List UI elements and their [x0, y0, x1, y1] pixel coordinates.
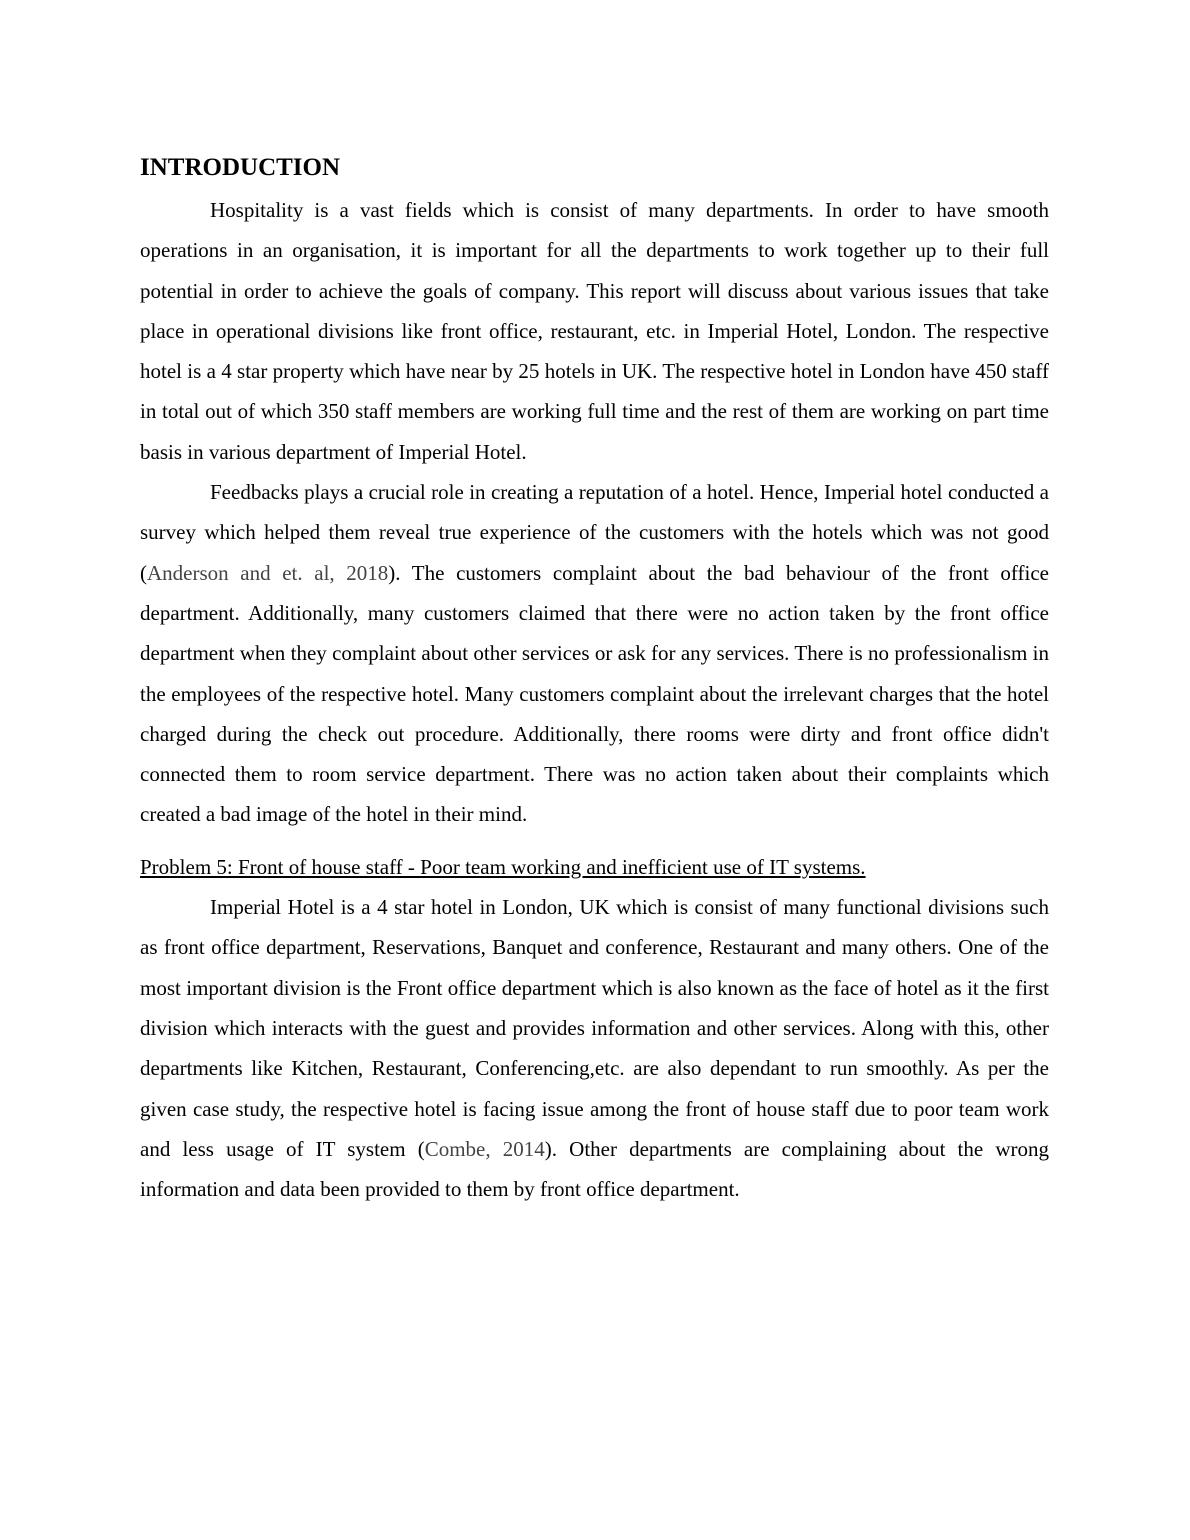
paragraph-feedback	[140, 472, 1049, 835]
problem-subheading: Problem 5: Front of house staff - Poor team working and inefficient use of IT systems.	[140, 854, 866, 879]
citation: Combe, 2014	[424, 1136, 545, 1161]
paragraph-text: Hospitality is a vast fields which is consist of many departments. In order to have smooth operations in an organisation, it is important for all the departments to work together up to their full potential in order to achieve the goals of company. This report will discuss about various issues that take place in operational divisions like front office, restaurant, etc. in Imperial Hotel, London. The respective hotel is a 4 star property which have near by 25 hotels in UK. The respective hotel in London have 450 staff in total out of which 350 staff members are working full time and the rest of them are working on part time basis in various department of Imperial Hotel.	[140, 198, 1049, 464]
paragraph-text: Imperial Hotel is a 4 star hotel in London, UK which is consist of many functional divisions such as front office department, Reservations, Banquet and conference, Restaurant and many others. One of the most important division is the Front office department which is also known as the face of hotel as it the first division which interacts with the guest and provides information and other services. Along with this, other departments like Kitchen, Restaurant, Conferencing,etc. are also dependant to run smoothly. As per the given case study, the respective hotel is facing issue among the front of house staff due to poor team work and less usage of IT system (	[140, 895, 1049, 1161]
paragraph-text: Feedbacks plays a crucial role in creating a reputation of a hotel. Hence, Imperial hotel conducted a survey which helped them reveal true experience of the customers with the hotels which was not good (	[140, 480, 1049, 585]
paragraph-intro	[140, 190, 1049, 472]
document-page	[140, 150, 1049, 1209]
paragraph-text: ). The customers complaint about the bad behaviour of the front office department. Additionally, many customers claimed that there were no action taken by the front office department when they complaint about other services or ask for any services. There is no professionalism in the employees of the respective hotel. Many customers complaint about the irrelevant charges that the hotel charged during the check out procedure. Additionally, there rooms were dirty and front office didn't connected them to room service department. There was no action taken about their complaints which created a bad image of the hotel in their mind.	[140, 560, 1049, 827]
citation: Anderson and et. al, 2018	[147, 560, 389, 585]
paragraph-text: ). Other departments are complaining about the wrong information and data been provided to them by front office department.	[140, 1136, 1049, 1202]
paragraph-problem	[140, 887, 1049, 1209]
section-heading: INTRODUCTION	[140, 154, 341, 181]
